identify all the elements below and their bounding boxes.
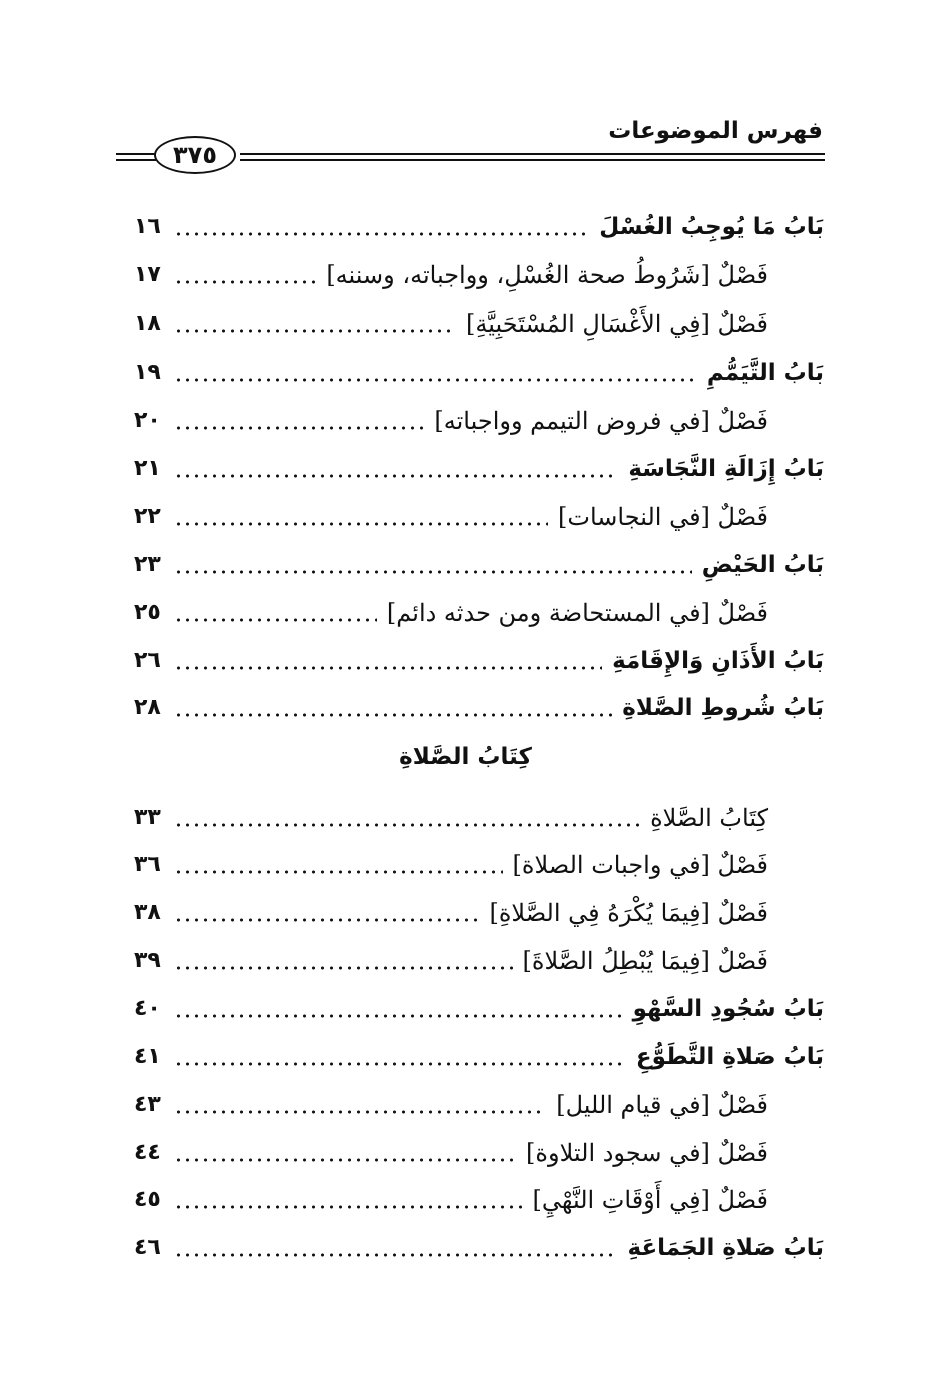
toc-entry[interactable] — [134, 1226, 824, 1270]
toc-entry-title: بَابُ شُروطِ الصَّلاةِ — [622, 695, 824, 721]
toc-entry-page: ١٩ — [134, 360, 161, 385]
toc-leader-dots — [174, 1035, 626, 1079]
toc-entry-page: ٤٥ — [134, 1187, 161, 1212]
toc-entry-page: ٣٦ — [134, 852, 161, 877]
toc-entry-page: ٢٣ — [134, 552, 161, 577]
toc-entry-title: بَابُ الحَيْضِ — [701, 552, 824, 578]
toc-leader-dots — [174, 686, 612, 730]
toc-entry-title: فَصْلٌ [في سجود التلاوة] — [526, 1139, 768, 1167]
toc-entry[interactable] — [134, 1178, 824, 1222]
toc-entry[interactable] — [134, 302, 824, 346]
toc-entry[interactable] — [134, 1035, 824, 1079]
toc-leader-dots — [174, 1131, 516, 1175]
toc-entry[interactable] — [134, 591, 824, 635]
toc-entry-title: بَابُ مَا يُوجِبُ الغُسْلَ — [599, 214, 824, 240]
toc-entry-page: ١٦ — [134, 214, 161, 239]
toc-leader-dots — [174, 639, 602, 683]
toc-leader-dots — [174, 351, 697, 395]
toc-entry[interactable] — [134, 796, 824, 840]
table-of-contents — [134, 0, 824, 1373]
toc-entry-title: فَصْلٌ [شَرُوطُ صحة الغُسْلِ، وواجباته، وسننه] — [326, 261, 768, 289]
toc-entry[interactable] — [134, 987, 824, 1031]
toc-leader-dots — [174, 987, 623, 1031]
toc-entry-title: بَابُ صَلاةِ الجَمَاعَةِ — [627, 1235, 824, 1261]
toc-entry-title: بَابُ إِزَالَةِ النَّجَاسَةِ — [628, 456, 824, 482]
toc-entry[interactable] — [134, 399, 824, 443]
toc-entry[interactable] — [134, 891, 824, 935]
toc-leader-dots — [174, 1226, 618, 1270]
page-number-badge: ٣٧٥ — [154, 136, 236, 174]
toc-leader-dots — [174, 253, 316, 297]
toc-entry[interactable] — [134, 447, 824, 491]
toc-leader-dots — [174, 205, 589, 249]
toc-entry[interactable] — [134, 543, 824, 587]
toc-entry-page: ٢٦ — [134, 648, 161, 673]
toc-leader-dots — [174, 891, 479, 935]
toc-leader-dots — [174, 399, 424, 443]
toc-leader-dots — [174, 591, 377, 635]
toc-entry-title: فَصْلٌ [في المستحاضة ومن حدثه دائم] — [386, 599, 768, 627]
toc-entry-page: ٣٩ — [134, 948, 161, 973]
toc-leader-dots — [174, 302, 456, 346]
toc-entry-title: بَابُ التَّيَمُّمِ — [706, 360, 824, 386]
toc-entry-page: ٤١ — [134, 1044, 161, 1069]
toc-entry-page: ١٧ — [134, 262, 161, 287]
toc-entry[interactable] — [134, 495, 824, 539]
toc-leader-dots — [174, 796, 640, 840]
toc-entry[interactable] — [134, 205, 824, 249]
toc-entry-title: فَصْلٌ [فِيمَا يُبْطِلُ الصَّلاةَ] — [522, 947, 768, 975]
toc-entry-page: ٤٤ — [134, 1140, 161, 1165]
toc-leader-dots — [174, 495, 548, 539]
toc-entry-page: ٢٥ — [134, 600, 161, 625]
toc-leader-dots — [174, 1083, 546, 1127]
toc-entry-page: ٤٠ — [134, 996, 161, 1021]
toc-entry-page: ٤٣ — [134, 1092, 161, 1117]
toc-entry-page: ٣٣ — [134, 805, 161, 830]
toc-entry-page: ٢١ — [134, 456, 161, 481]
toc-entry-page: ٢٨ — [134, 695, 161, 720]
toc-entry[interactable] — [134, 1083, 824, 1127]
toc-entry-page: ٢٢ — [134, 504, 161, 529]
toc-entry-title: فَصْلٌ [في قيام الليل] — [556, 1091, 768, 1119]
toc-entry-title: بَابُ صَلاةِ التَّطَوُّعِ — [635, 1044, 824, 1070]
toc-entry-title: بَابُ سُجُودِ السَّهْوِ — [632, 996, 824, 1022]
toc-entry-title: فَصْلٌ [فِيمَا يُكْرَهُ فِي الصَّلاةِ] — [489, 899, 768, 927]
toc-entry-page: ٤٦ — [134, 1235, 161, 1260]
toc-entry-title: فَصْلٌ [في النجاسات] — [558, 503, 768, 531]
toc-leader-dots — [174, 939, 513, 983]
toc-entry[interactable] — [134, 253, 824, 297]
toc-entry-title: كِتَابُ الصَّلاةِ — [650, 804, 768, 832]
section-heading: كِتَابُ الصَّلاةِ — [399, 744, 532, 770]
toc-entry[interactable] — [134, 639, 824, 683]
toc-leader-dots — [174, 543, 692, 587]
running-header-title: فهرس الموضوعات — [608, 118, 823, 144]
toc-entry-title: فَصْلٌ [في واجبات الصلاة] — [512, 851, 768, 879]
toc-entry-title: بَابُ الأَذَانِ وَالإِقَامَةِ — [612, 648, 824, 674]
toc-entry[interactable] — [134, 351, 824, 395]
toc-leader-dots — [174, 843, 503, 887]
toc-entry-title: فَصْلٌ [فِي الأَغْسَالِ المُسْتَحَبِيَّةِ] — [466, 310, 768, 338]
toc-entry-title: فَصْلٌ [في فروض التيمم وواجباته] — [434, 407, 768, 435]
toc-entry[interactable] — [134, 1131, 824, 1175]
toc-entry-title: فَصْلٌ [فِي أَوْقَاتِ النَّهْيِ] — [532, 1186, 768, 1214]
toc-entry-page: ٣٨ — [134, 900, 161, 925]
toc-entry-page: ١٨ — [134, 311, 161, 336]
toc-leader-dots — [174, 447, 618, 491]
toc-entry[interactable] — [134, 686, 824, 730]
toc-entry[interactable] — [134, 843, 824, 887]
toc-entry[interactable] — [134, 939, 824, 983]
toc-leader-dots — [174, 1178, 523, 1222]
toc-entry-page: ٢٠ — [134, 408, 161, 433]
